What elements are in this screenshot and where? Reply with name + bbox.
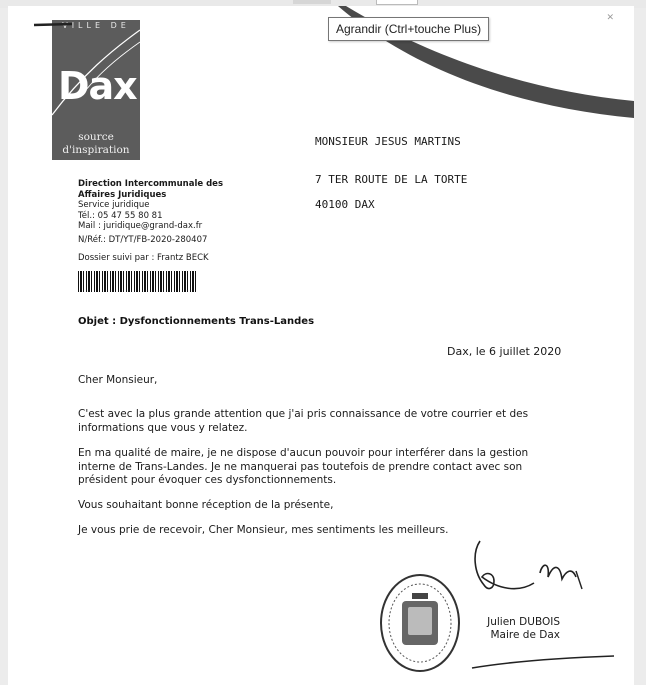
letter-subject: Objet : Dysfonctionnements Trans-Landes [78, 316, 315, 327]
paragraph-line: En ma qualité de maire, je ne dispose d'aucun pouvoir pour interférer dans la gestion [78, 447, 529, 459]
sender-org: Direction Intercommunale des [78, 179, 224, 189]
signatory-name: Julien DUBOIS [487, 616, 560, 628]
recipient-city: 40100 DAX [315, 198, 375, 211]
signature-underline-icon [468, 646, 618, 676]
signatory-title: Maire de Dax [490, 629, 560, 641]
paragraph-line: président pour évoquer ces dysfonctionnements. [78, 474, 337, 486]
zoom-tooltip: Agrandir (Ctrl+touche Plus) [328, 17, 489, 41]
logo-tagline: d'inspiration [62, 144, 130, 156]
scan-mark-icon [32, 14, 92, 34]
toolbar-button[interactable] [293, 0, 331, 4]
paragraph-line: C'est avec la plus grande attention que j'ai pris connaissance de votre courrier et des [78, 408, 529, 420]
letter-date: Dax, le 6 juillet 2020 [447, 345, 562, 358]
letter-politeness: Je vous prie de recevoir, Cher Monsieur, mes sentiments les meilleurs. [78, 524, 449, 536]
paragraph-line: interne de Trans-Landes. Je ne manquerai pas toutefois de prendre contact avec son [78, 460, 523, 473]
barcode [78, 271, 198, 292]
letter-salutation: Cher Monsieur, [78, 374, 158, 386]
sender-service: Service juridique [78, 200, 150, 210]
logo-ville-text: VILLE DE [62, 21, 130, 30]
paragraph-line: informations que vous y relatez. [78, 421, 248, 434]
signature-icon [458, 533, 598, 603]
recipient-name: MONSIEUR JESUS MARTINS [315, 135, 461, 148]
sender-mail: Mail : juridique@grand-dax.fr [78, 221, 203, 231]
sender-block [78, 179, 223, 264]
close-icon[interactable]: ✕ [606, 13, 614, 23]
recipient-street: 7 TER ROUTE DE LA TORTE [315, 173, 468, 186]
logo-tagline: source [78, 131, 114, 143]
sender-org: Affaires Juridiques [78, 189, 167, 200]
document-page [8, 6, 634, 685]
zoom-in-button[interactable] [376, 0, 418, 5]
letter-paragraph [78, 408, 568, 435]
letter-paragraph [78, 447, 568, 488]
letter-closing: Vous souhaitant bonne réception de la présente, [78, 499, 334, 511]
sender-phone: Tél.: 05 47 55 80 81 [78, 210, 163, 221]
sender-followed-by: Dossier suivi par : Frantz BECK [78, 253, 209, 263]
dax-logo [52, 20, 140, 160]
logo-wordmark: Dax [58, 64, 137, 108]
sender-reference: N/Réf.: DT/YT/FB-2020-280407 [78, 234, 208, 245]
official-seal-icon [378, 571, 462, 675]
